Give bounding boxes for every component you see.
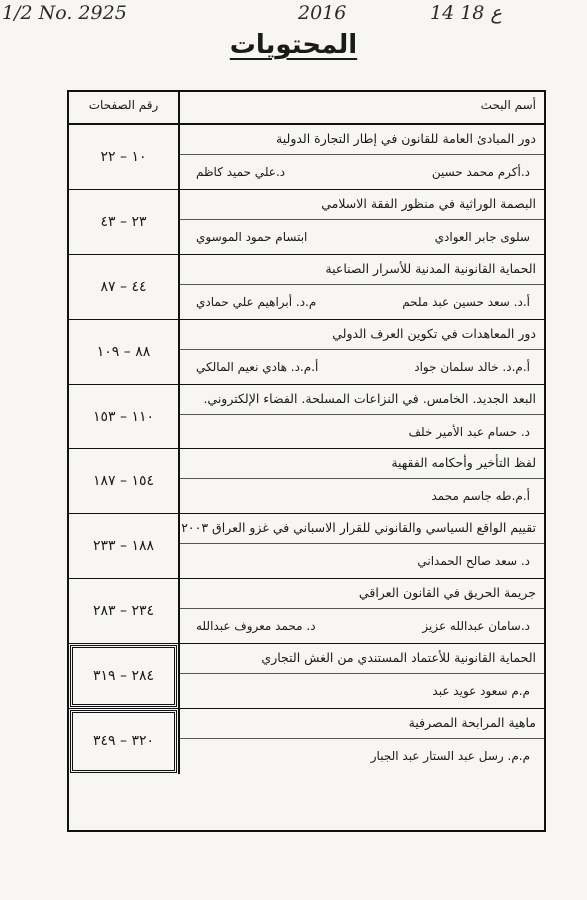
research-title: جريمة الحريق في القانون العراقي [180,579,544,609]
research-authors [180,415,544,449]
table-row [69,125,544,190]
page-range: ١٨٨ – ٢٣٣ [92,538,155,555]
research-title: دور المبادئ العامة للقانون في إطار التجارة الدولية [180,125,544,155]
research-cell [178,579,544,643]
table-row [69,579,544,644]
header-research-title: أسم البحث [178,92,544,123]
author-primary: د.سامان عبدالله عزيز [422,619,530,634]
handwritten-issue-note: 14 18 ع [430,2,502,24]
research-authors [180,220,544,254]
table-body [69,125,544,830]
page-range: ٣٢٠ – ٣٤٩ [70,710,177,773]
author-secondary: د. محمد معروف عبدالله [196,619,316,634]
research-cell [178,644,544,708]
author-secondary: د.علي حميد كاظم [196,164,286,179]
page-range: ٢٨٤ – ٣١٩ [70,645,177,707]
research-cell [178,709,544,774]
page-range: ٤٤ – ٨٧ [100,278,147,295]
page-range: ١١٠ – ١٥٣ [92,408,155,425]
research-cell [178,190,544,254]
handwritten-reference-number: 1/2 No. 2925 [2,2,127,24]
research-title: الحماية القانونية المدنية للأسرار الصناعية [180,255,544,285]
research-cell [178,255,544,319]
research-authors [180,609,544,643]
research-authors [180,739,544,774]
page-range: ١٠ – ٢٢ [100,148,147,165]
research-authors [180,350,544,384]
research-cell [178,514,544,578]
page-range: ٨٨ – ١٠٩ [96,343,151,360]
table-row [69,190,544,255]
author-primary: أ.م.طه جاسم محمد [431,489,530,504]
research-title: الحماية القانونية للأعتماد المستندي من الغش التجاري [180,644,544,674]
research-cell [178,320,544,384]
research-cell [178,449,544,513]
author-primary: م.م. رسل عبد الستار عبد الجبار [370,749,530,764]
author-secondary: ابتسام حمود الموسوي [196,229,308,244]
author-primary: د.أكرم محمد حسين [431,164,530,179]
author-secondary: أ.م.د. هادي نعيم المالكي [196,359,319,374]
author-primary: م.م سعود عويد عبد [432,684,530,699]
author-primary: سلوى جابر العوادي [434,229,530,244]
table-row [69,385,544,450]
table-row [69,255,544,320]
table-row [69,514,544,579]
research-authors [180,155,544,189]
table-row [69,709,544,774]
header-page-numbers: رقم الصفحات [88,98,159,112]
author-secondary: م.د. أبراهيم علي حمادي [196,294,317,309]
research-title: دور المعاهدات في تكوين العرف الدولي [180,320,544,350]
research-authors [180,544,544,578]
handwritten-year: 2016 [298,2,347,24]
table-row [69,320,544,385]
contents-table [67,90,546,832]
research-title: تقييم الواقع السياسي والقانوني للقرار الاسباني في غزو العراق ٢٠٠٣ [180,514,544,544]
page-range: ٢٣ – ٤٣ [100,213,147,230]
research-cell [178,385,544,449]
table-row [69,449,544,514]
page-range: ٢٣٤ – ٢٨٣ [92,603,155,620]
author-primary: أ.د. سعد حسين عبد ملحم [402,294,530,309]
research-title: البعد الجديد. الخامس. في النزاعات المسلحة. الفضاء الإلكتروني. [180,385,544,415]
research-title: ماهية المرابحة المصرفية [180,709,544,739]
research-title: لفظ التأخير وأحكامه الفقهية [180,449,544,479]
research-cell [178,125,544,189]
research-authors [180,479,544,513]
author-primary: أ.م.د. خالد سلمان جواد [414,359,530,374]
page-range: ١٥٤ – ١٨٧ [92,473,155,490]
research-authors [180,674,544,708]
table-row [69,644,544,709]
author-primary: د. حسام عبد الأمير خلف [408,424,530,439]
research-title: البصمة الوراثية في منظور الفقة الاسلامي [180,190,544,220]
research-authors [180,285,544,319]
author-primary: د. سعد صالح الحمداني [417,554,530,569]
page-title: المحتويات [229,30,358,60]
table-header [69,92,544,125]
